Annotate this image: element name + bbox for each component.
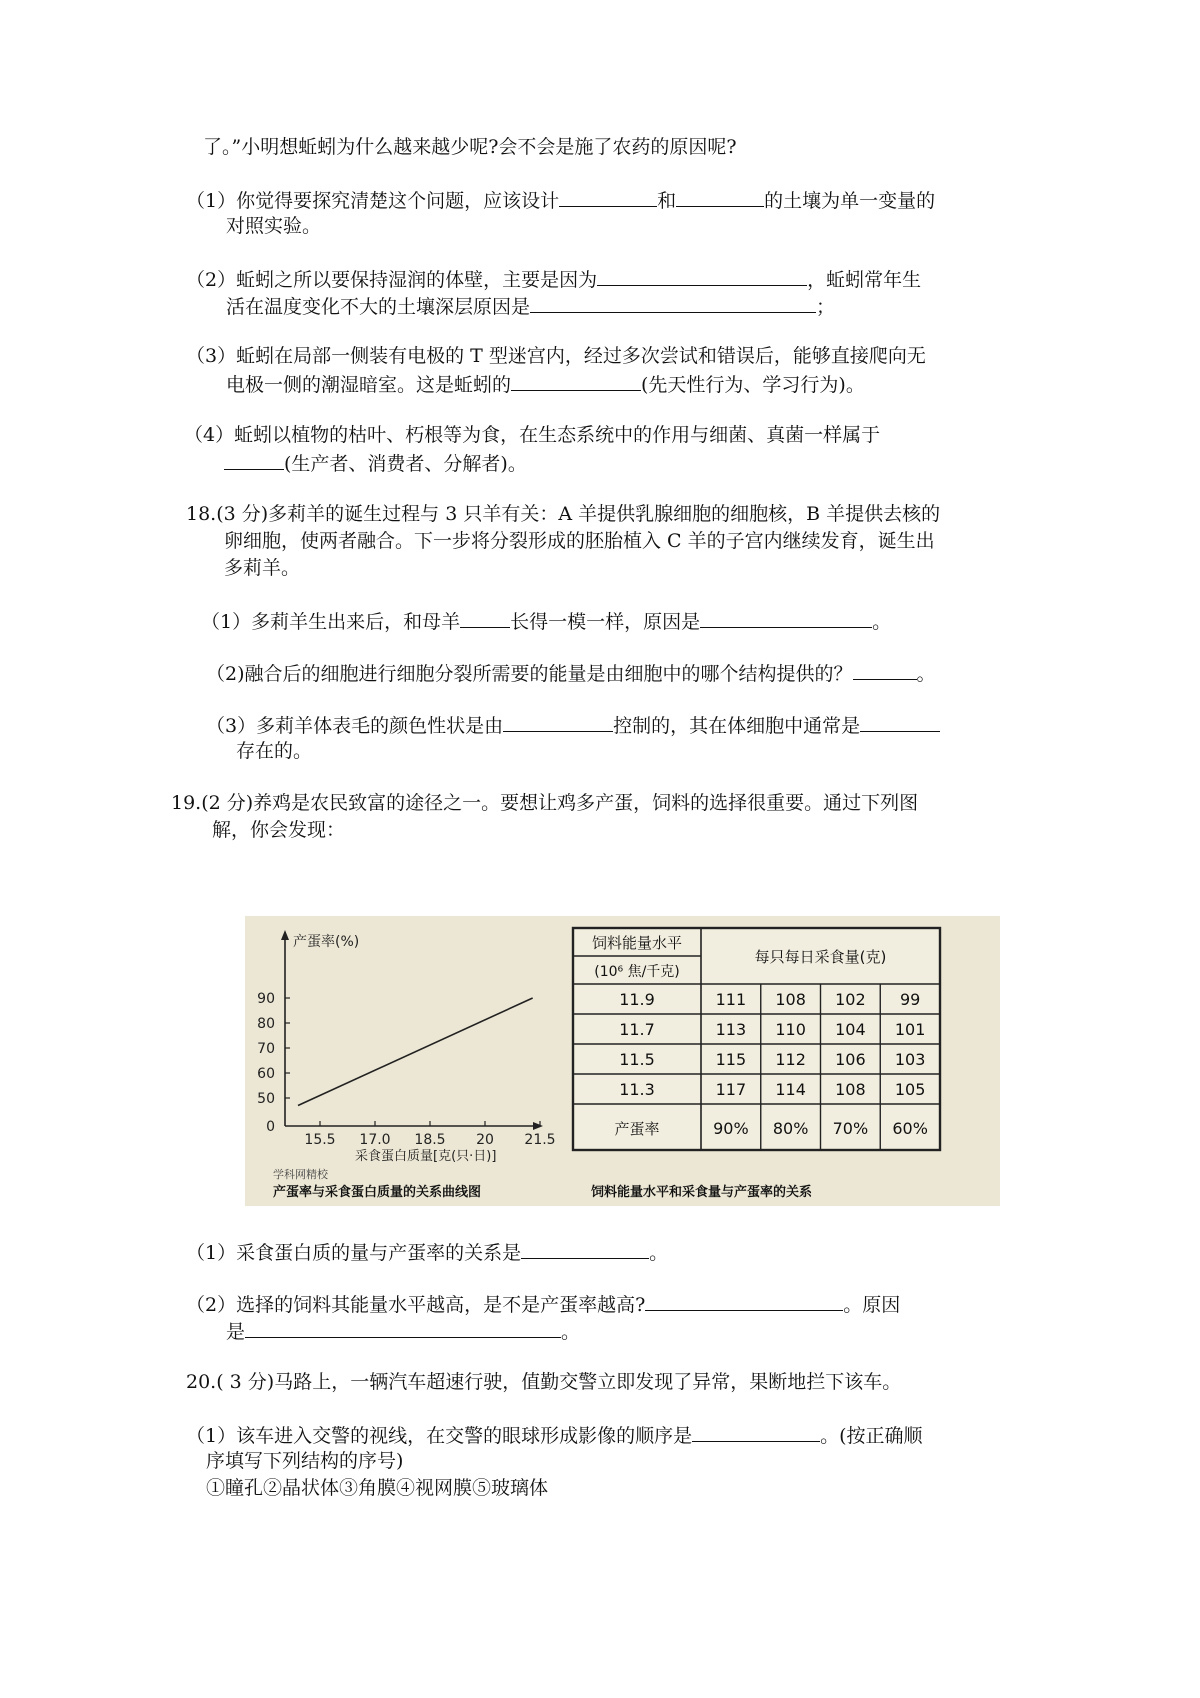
table-intake-value: 108 xyxy=(835,1080,866,1099)
table-header-intake: 每只每日采食量(克) xyxy=(754,948,887,966)
q18-p2-text-a: （2)融合后的细胞进行细胞分裂所需要的能量是由细胞中的哪个结构提供的？ xyxy=(206,663,853,685)
table-rate-label: 产蛋率 xyxy=(614,1120,660,1138)
q18-part1 xyxy=(201,607,891,635)
q20-p1-text-b: 。(按正确顺 xyxy=(820,1425,923,1447)
q18-p2-text-b: 。 xyxy=(916,663,936,685)
q19-stem-line2: 解，你会发现： xyxy=(212,819,346,841)
table-intake-value: 108 xyxy=(775,990,806,1009)
q18-part3-line2: 存在的。 xyxy=(236,740,313,762)
q18-part2 xyxy=(206,659,936,687)
q19-stem-line1: 19.(2 分)养鸡是农民致富的途径之一。要想让鸡多产蛋，饲料的选择很重要。通过下列图 xyxy=(171,792,919,814)
q17-part1-line1 xyxy=(186,186,935,214)
table-intake-value: 106 xyxy=(835,1050,866,1069)
table-intake-value: 103 xyxy=(894,1050,926,1069)
q18-p3-text-b: 控制的，其在体细胞中通常是 xyxy=(613,715,861,737)
table-energy-value: 11.7 xyxy=(619,1020,655,1039)
watermark: 学科网精校 xyxy=(273,1168,328,1181)
q20-p1-text-a: （1）该车进入交警的视线，在交警的眼球形成影像的顺序是 xyxy=(186,1425,693,1447)
q17-p1-text-a: （1）你觉得要探究清楚这个问题，应该设计 xyxy=(186,190,560,212)
answer-blank[interactable] xyxy=(530,292,816,313)
table-intake-value: 104 xyxy=(835,1020,866,1039)
q19-p2-text-b: 。原因 xyxy=(843,1294,901,1316)
q17-p1-text-c: 的土壤为单一变量的 xyxy=(764,190,936,212)
table-intake-value: 115 xyxy=(715,1050,747,1069)
answer-blank[interactable] xyxy=(597,265,807,286)
answer-blank[interactable] xyxy=(860,711,940,732)
q19-p2-text-d: 。 xyxy=(561,1321,581,1343)
table-intake-value: 114 xyxy=(775,1080,806,1099)
answer-blank[interactable] xyxy=(700,607,872,628)
y-tick-label: 80 xyxy=(257,1016,275,1032)
q17-p1-text-b: 和 xyxy=(657,190,677,212)
x-tick-labels xyxy=(304,1121,555,1148)
answer-blank[interactable] xyxy=(460,607,510,628)
series-line xyxy=(298,998,533,1106)
answer-blank[interactable] xyxy=(645,1290,843,1311)
q19-part2-line2 xyxy=(226,1317,580,1345)
q17-part4-line2 xyxy=(224,449,527,477)
x-tick-label: 18.5 xyxy=(414,1132,446,1148)
table-rate-value: 70% xyxy=(832,1119,869,1138)
answer-blank[interactable] xyxy=(511,370,641,391)
q18-p3-text-a: （3）多莉羊体表毛的颜色性状是由 xyxy=(206,715,504,737)
table-energy-value: 11.3 xyxy=(619,1080,655,1099)
q19-p2-text-a: （2）选择的饲料其能量水平越高，是不是产蛋率越高? xyxy=(186,1294,646,1316)
feed-energy-table xyxy=(573,928,940,1200)
answer-blank[interactable] xyxy=(676,186,764,207)
table-intake-value: 101 xyxy=(894,1020,926,1039)
q17-part3-line2 xyxy=(226,370,865,398)
answer-blank[interactable] xyxy=(224,449,284,470)
answer-blank[interactable] xyxy=(503,711,613,732)
x-tick-label: 15.5 xyxy=(304,1132,336,1148)
table-header-unit: (10⁶ 焦/千克) xyxy=(594,964,680,980)
answer-blank[interactable] xyxy=(521,1238,649,1259)
table-intake-value: 117 xyxy=(715,1080,747,1099)
q18-stem-line3: 多莉羊。 xyxy=(224,557,301,579)
table-intake-value: 99 xyxy=(899,990,921,1009)
table-intake-value: 110 xyxy=(775,1020,806,1039)
q17-p3-text-c: (先天性行为、学习行为)。 xyxy=(641,374,865,396)
q17-p3-text-b: 电极一侧的潮湿暗室。这是蚯蚓的 xyxy=(226,374,512,396)
q18-stem-line2: 卵细胞，使两者融合。下一步将分裂形成的胚胎植入 C 羊的子宫内继续发育，诞生出 xyxy=(224,530,935,552)
q17-part2-line1 xyxy=(186,265,921,293)
q17-p4-text-b: (生产者、消费者、分解者)。 xyxy=(284,453,527,475)
table-intake-value: 102 xyxy=(835,990,866,1009)
table-caption: 饲料能量水平和采食量与产蛋率的关系 xyxy=(591,1185,813,1200)
y-tick-label: 50 xyxy=(257,1091,275,1107)
plot-area xyxy=(298,998,533,1106)
table-intake-value: 105 xyxy=(894,1080,926,1099)
q17-p2-text-a: （2）蚯蚓之所以要保持湿润的体壁，主要是因为 xyxy=(186,269,598,291)
q17-part3-line1: （3）蚯蚓在局部一侧装有电极的 T 型迷宫内，经过多次尝试和错误后，能够直接爬向无 xyxy=(186,345,926,367)
y-tick-label: 70 xyxy=(257,1041,275,1057)
y-tick-label: 90 xyxy=(257,991,275,1007)
x-tick-label: 21.5 xyxy=(524,1132,556,1148)
answer-blank[interactable] xyxy=(245,1317,561,1338)
table-intake-value: 111 xyxy=(715,990,747,1009)
graph-caption: 产蛋率与采食蛋白质量的关系曲线图 xyxy=(273,1185,482,1200)
x-axis-label: 采食蛋白质量[克(只·日)] xyxy=(355,1149,497,1164)
table-intake-value: 113 xyxy=(715,1020,747,1039)
y-axis-arrow xyxy=(281,930,289,940)
q18-p1-text-b: 长得一模一样，原因是 xyxy=(510,611,701,633)
x-axis-arrow xyxy=(533,1122,543,1130)
answer-blank[interactable] xyxy=(559,186,657,207)
table-header-energy: 饲料能量水平 xyxy=(591,934,683,952)
q18-stem-line1: 18.(3 分)多莉羊的诞生过程与 3 只羊有关：A 羊提供乳腺细胞的细胞核，B 羊提供去核的 xyxy=(186,503,941,525)
q19-part2-line1 xyxy=(186,1290,900,1318)
answer-blank[interactable] xyxy=(692,1421,820,1442)
y-tick-label: 0 xyxy=(266,1119,275,1135)
q17-part1-line2: 对照实验。 xyxy=(226,215,322,237)
intro-text: 了。”小明想蚯蚓为什么越来越少呢?会不会是施了农药的原因呢? xyxy=(203,136,737,158)
q20-part1-line1 xyxy=(186,1421,923,1449)
q17-p2-text-c: 活在温度变化不大的土壤深层原因是 xyxy=(226,296,531,318)
q19-part1 xyxy=(186,1238,668,1266)
q20-part1-line2: 序填写下列结构的序号) xyxy=(206,1450,404,1472)
q19-p2-text-c: 是 xyxy=(226,1321,246,1343)
y-axis-label: 产蛋率(%) xyxy=(293,934,360,950)
y-tick-label: 60 xyxy=(257,1066,275,1082)
egg-rate-line-chart xyxy=(257,930,555,1200)
q18-p1-text-a: （1）多莉羊生出来后，和母羊 xyxy=(201,611,461,633)
q18-p1-text-c: 。 xyxy=(872,611,892,633)
table-intake-value: 112 xyxy=(775,1050,806,1069)
q19-p1-text-b: 。 xyxy=(649,1242,669,1264)
table-energy-value: 11.5 xyxy=(619,1050,655,1069)
q17-part4-line1: （4）蚯蚓以植物的枯叶、朽根等为食，在生态系统中的作用与细菌、真菌一样属于 xyxy=(184,424,881,446)
q20-stem: 20.( 3 分)马路上，一辆汽车超速行驶，值勤交警立即发现了异常，果断地拦下该车。 xyxy=(186,1371,902,1393)
figure-panel xyxy=(245,916,1000,1206)
q19-p1-text-a: （1）采食蛋白质的量与产蛋率的关系是 xyxy=(186,1242,522,1264)
x-tick-label: 17.0 xyxy=(359,1132,391,1148)
q18-part3-line1 xyxy=(206,711,940,739)
x-tick-label: 20 xyxy=(476,1132,494,1148)
q17-p2-text-d: ； xyxy=(816,296,836,318)
table-rate-value: 80% xyxy=(772,1119,809,1138)
table-rate-value: 60% xyxy=(892,1119,928,1138)
table-rate-value: 90% xyxy=(713,1119,749,1138)
q20-part1-line3: ①瞳孔②晶状体③角膜④视网膜⑤玻璃体 xyxy=(206,1477,549,1499)
q17-part2-line2 xyxy=(226,292,835,320)
figure-svg xyxy=(245,916,1000,1206)
q17-p2-text-b: ，蚯蚓常年生 xyxy=(807,269,922,291)
table-energy-value: 11.9 xyxy=(619,990,655,1009)
answer-blank[interactable] xyxy=(853,659,917,680)
